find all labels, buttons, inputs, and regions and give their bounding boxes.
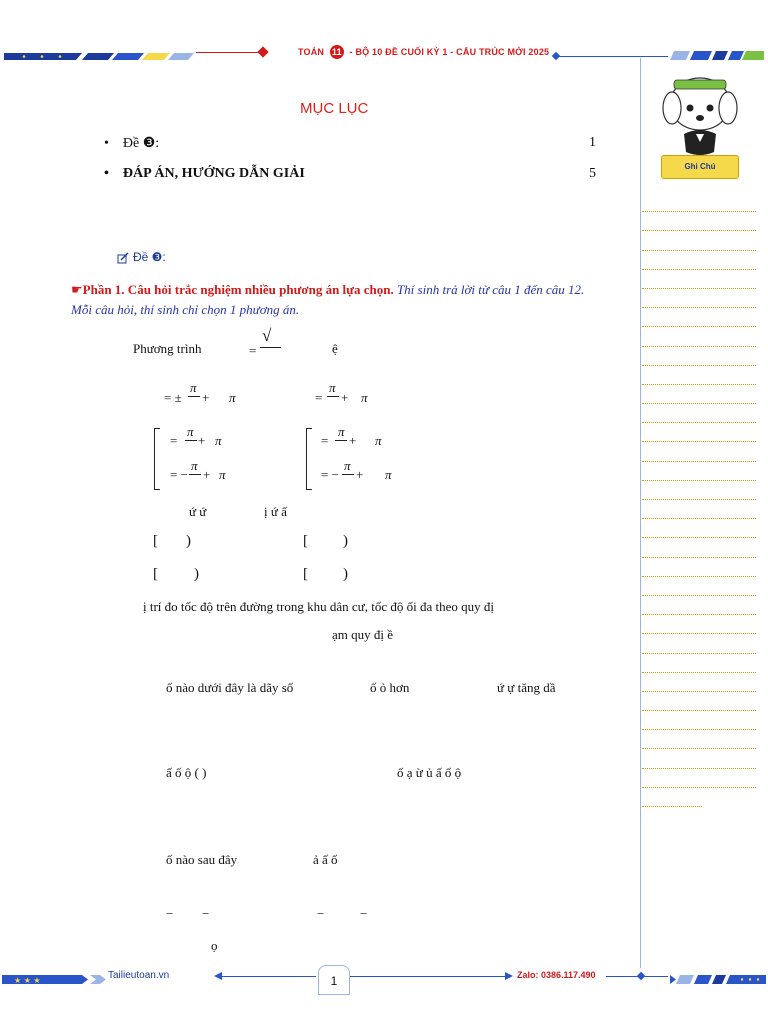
q2-opt-b-close: ) [343, 533, 348, 549]
note-lines [642, 193, 756, 807]
opt-d-plus2: + [356, 467, 364, 482]
opt-a-bar [188, 396, 200, 397]
header-title [298, 45, 549, 59]
toc-item-label: • Đề ❸: [104, 135, 159, 152]
q6-dash-2: − [202, 906, 210, 921]
q2-opt-d-open: [ [303, 566, 308, 582]
page-number: 1 [318, 965, 350, 995]
footer-site[interactable]: Tailieutoan.vn [108, 970, 170, 981]
opt-c-bar1 [185, 440, 197, 441]
opt-d-pi1b: π [375, 433, 382, 448]
opt-b-bar [327, 396, 339, 397]
opt-c-pi2: π [191, 458, 198, 473]
ribbon-stripes-icon [4, 53, 194, 60]
q1-text: Phương trình [133, 341, 202, 356]
q5-left: ấ ố ộ ( ) [166, 765, 207, 780]
toc-item-page: 1 [589, 135, 596, 150]
ribbon-stripes-right-icon [668, 51, 764, 60]
toc-item-de3[interactable] [104, 135, 596, 152]
q6-tail: ả ấ ố [313, 852, 338, 867]
note-label: Ghi Chú [661, 155, 739, 179]
part1-heading: Phần 1. Câu hỏi trắc nghiệm nhiều phương án lựa chọn. [82, 282, 394, 297]
opt-b-plus: + [341, 390, 349, 405]
opt-b-pi: π [361, 390, 368, 405]
opt-b-sign: = [315, 390, 323, 405]
q1-equals: = [249, 343, 257, 358]
opt-c-eq1: = [170, 433, 178, 448]
opt-d-bar2 [342, 474, 354, 475]
hand-pointer-icon: ☛ [71, 282, 83, 297]
footer-stars-icon [2, 975, 106, 984]
q2-opt-c-close: ) [194, 566, 199, 582]
opt-d-bar1 [335, 440, 347, 441]
opt-a-pi-num: π [190, 380, 197, 395]
footer-zalo[interactable]: Zalo: 0386.117.490 [517, 970, 596, 980]
opt-d-pi1: π [338, 424, 345, 439]
footer-diamond-icon [637, 972, 645, 980]
opt-c-pi1b: π [215, 433, 222, 448]
q2-opt-b-open: [ [303, 533, 308, 549]
q3-line1: ị trí đo tốc độ trên đường trong khu dân cư, tốc độ ối đa theo quy đị [143, 599, 494, 614]
q6-dash-1: − [166, 906, 174, 921]
opt-d-pi2b: π [385, 467, 392, 482]
toc-item-label: • ĐÁP ÁN, HƯỚNG DẪN GIẢI [104, 166, 305, 182]
opt-a-plus: + [202, 390, 210, 405]
opt-d-bracket [306, 428, 312, 490]
q1-sqrt: √ [262, 326, 272, 345]
q3-line2: ạm quy đị ề [332, 627, 394, 642]
header-grade-badge: 11 [330, 45, 344, 59]
part1-note: Thí sinh trả lời từ câu 1 đến câu 12. Mỗi câu hỏi, thí sinh chỉ chọn 1 phương án. [71, 282, 585, 317]
q2-opt-d-close: ) [343, 566, 348, 582]
q2-opt-c-open: [ [153, 566, 158, 582]
opt-a-sign: = ± [164, 390, 182, 405]
q6-line: ố nào sau đây [166, 852, 238, 867]
header-left-ribbon [4, 47, 194, 54]
q6-dash-4: − [360, 906, 368, 921]
header-right-diamond-icon [552, 52, 560, 60]
opt-c-pi1: π [187, 424, 194, 439]
q4-mid: ố ỏ hơn [370, 680, 410, 695]
header-right-ribbon [668, 47, 764, 56]
opt-c-eq2: = − [170, 467, 188, 482]
q1-tail: ệ [332, 341, 338, 356]
toc-item-answers[interactable] [104, 166, 596, 182]
toc-title: MỤC LỤC [300, 100, 369, 117]
footer-right-ribbon [670, 971, 766, 980]
q6-dash-3: − [317, 906, 325, 921]
opt-c-plus1: + [198, 433, 206, 448]
opt-c-bar2 [189, 474, 201, 475]
mascot-icon [652, 62, 748, 158]
opt-c-pi2b: π [219, 467, 226, 482]
toc-item-page: 5 [589, 166, 596, 181]
footer-arrow-right-icon [505, 972, 513, 980]
opt-d-pi2: π [344, 458, 351, 473]
opt-c-plus2: + [203, 467, 211, 482]
opt-b-pi-num: π [329, 380, 336, 395]
part1-instructions [71, 280, 601, 320]
q2-opt-a-close: ) [186, 533, 191, 549]
opt-d-eq2: = − [321, 467, 339, 482]
sidebar-rule [640, 58, 641, 968]
q1-fraction-bar [260, 347, 281, 348]
header-subject: TOÁN [298, 47, 325, 57]
svg-text:★ ★ ★: ★ ★ ★ [14, 976, 41, 984]
opt-c-bracket [154, 428, 160, 490]
q2-frag-right: ị ứ ấ [264, 504, 287, 519]
q2-opt-a-open: [ [153, 533, 158, 549]
exam-label: Đề ❸: [133, 250, 166, 264]
footer-left-ribbon [2, 971, 106, 984]
opt-a-pi: π [229, 390, 236, 405]
pencil-icon [117, 251, 129, 263]
q6-last-frag: ọ [211, 938, 218, 953]
header-title-text: - BỘ 10 ĐỀ CUỐI KỲ 1 - CẤU TRÚC MỚI 2025 [349, 47, 550, 57]
header-diamond-icon [257, 46, 268, 57]
q4-line: ố nào dưới đây là dãy số [166, 680, 294, 695]
opt-d-plus1: + [349, 433, 357, 448]
footer-arrow-left-icon [214, 972, 222, 980]
q5-right: ố ạ ừ ủ ấ ố ộ [397, 765, 462, 780]
opt-d-eq1: = [321, 433, 329, 448]
footer-stripes-icon [670, 975, 766, 984]
q2-frag-left: ứ ứ [189, 504, 207, 519]
q4-tail: ứ ự tăng dầ [497, 680, 556, 695]
